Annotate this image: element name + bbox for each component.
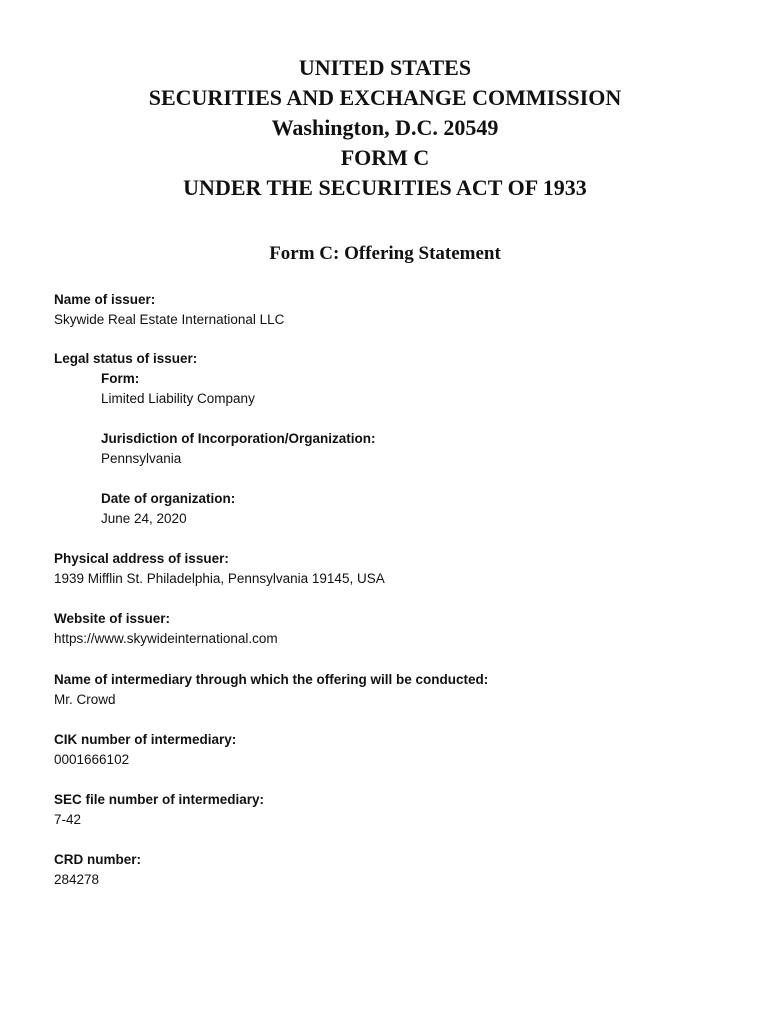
sec-file-number-field xyxy=(54,790,694,830)
website-label: Website of issuer: xyxy=(54,611,171,626)
form-field xyxy=(101,369,741,409)
physical-address-field xyxy=(54,549,694,589)
date-of-organization-label: Date of organization: xyxy=(101,491,236,506)
form-value: Limited Liability Company xyxy=(101,391,255,406)
physical-address-label: Physical address of issuer: xyxy=(54,551,229,566)
intermediary-name-label: Name of intermediary through which the offering will be conducted: xyxy=(54,672,489,687)
header-line-address: Washington, D.C. 20549 xyxy=(271,115,499,140)
header-line-form: FORM C xyxy=(340,145,430,170)
crd-number-value: 284278 xyxy=(54,872,100,887)
jurisdiction-value: Pennsylvania xyxy=(101,451,182,466)
legal-status-field xyxy=(54,349,694,369)
header-line-sec: SECURITIES AND EXCHANGE COMMISSION xyxy=(148,85,622,110)
date-of-organization-field xyxy=(101,489,741,529)
form-label: Form: xyxy=(101,371,140,386)
sec-file-number-label: SEC file number of intermediary: xyxy=(54,792,265,807)
website-field xyxy=(54,609,694,649)
jurisdiction-label: Jurisdiction of Incorporation/Organization: xyxy=(101,431,376,446)
header-line-act: UNDER THE SECURITIES ACT OF 1933 xyxy=(183,175,587,200)
sec-file-number-value: 7-42 xyxy=(54,812,82,827)
cik-number-value: 0001666102 xyxy=(54,752,130,767)
intermediary-name-field xyxy=(54,670,694,710)
crd-number-field xyxy=(54,850,694,890)
crd-number-label: CRD number: xyxy=(54,852,141,867)
intermediary-name-value: Mr. Crowd xyxy=(54,692,116,707)
website-value: https://www.skywideinternational.com xyxy=(54,631,278,646)
issuer-name-label: Name of issuer: xyxy=(54,292,156,307)
page-title: Form C: Offering Statement xyxy=(269,243,501,264)
issuer-name-field xyxy=(54,290,694,330)
jurisdiction-field xyxy=(101,429,741,469)
cik-number-label: CIK number of intermediary: xyxy=(54,732,237,747)
physical-address-value: 1939 Mifflin St. Philadelphia, Pennsylvania 19145, USA xyxy=(54,571,385,586)
cik-number-field xyxy=(54,730,694,770)
document-header xyxy=(0,53,770,203)
header-line-united-states: UNITED STATES xyxy=(298,55,472,80)
issuer-name-value: Skywide Real Estate International LLC xyxy=(54,312,285,327)
date-of-organization-value: June 24, 2020 xyxy=(101,511,187,526)
legal-status-label: Legal status of issuer: xyxy=(54,351,198,366)
